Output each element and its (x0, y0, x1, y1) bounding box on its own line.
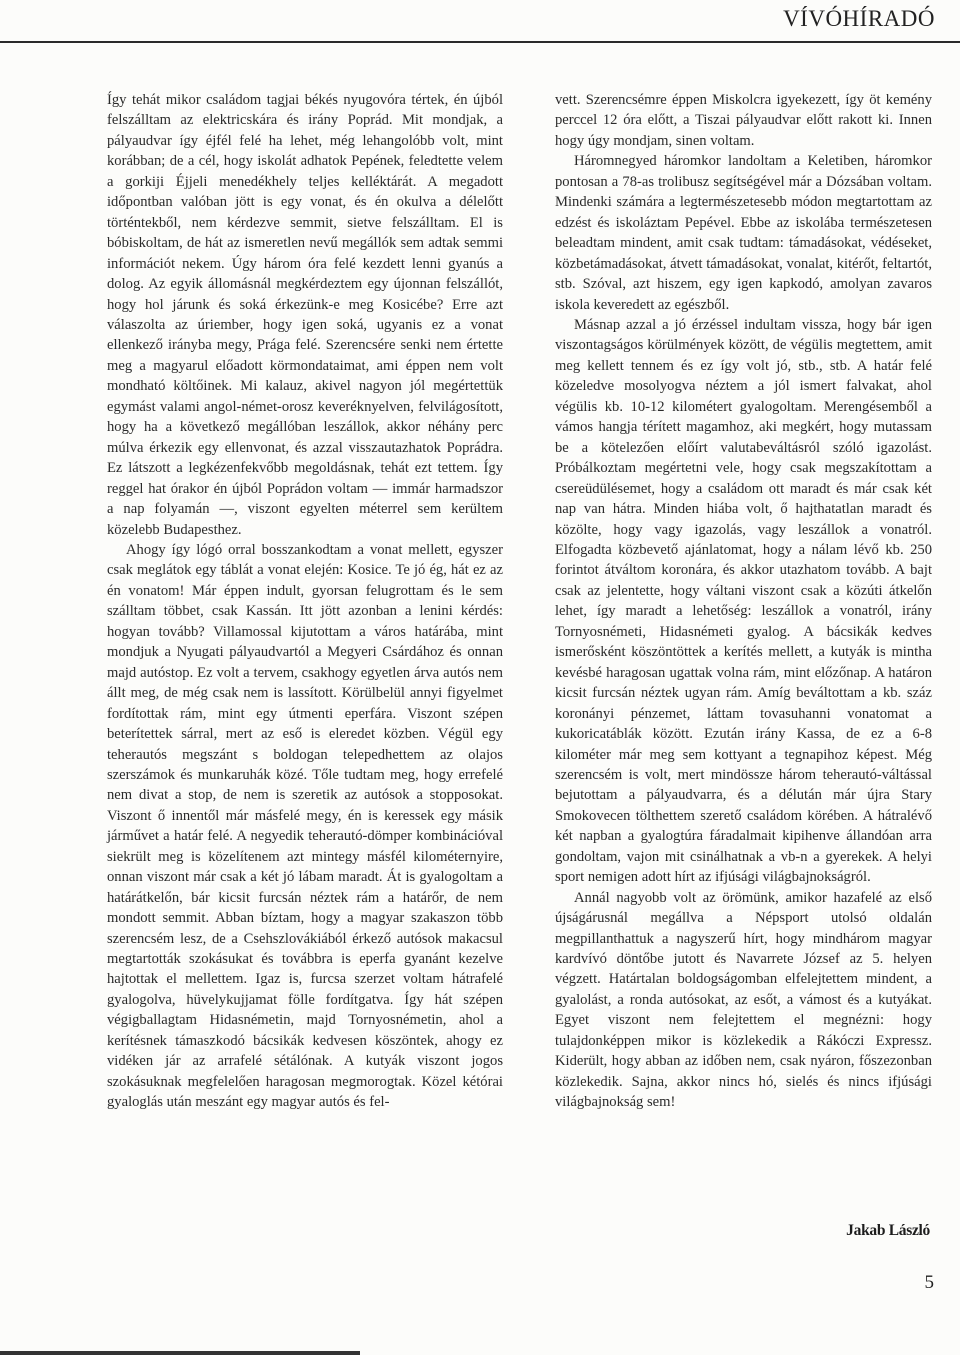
article-right-column (555, 90, 932, 1113)
page-number: 5 (924, 1272, 934, 1293)
article-paragraph: Háromnegyed háromkor landoltam a Keletiben, háromkor pontosan a 78-as trolibusz segítségével már a Dózsában voltam. Mindenki számára a legtermészetesebb módon megtartottam az edzést és iskoláztam Pepével. Ebbe az iskolába természetesen beleadtam mindent, amit csak tudtam: támadásokat, védéseket, közbetámadásokat, átvett támadásokat, vonalat, kitérőt, feltartót, stb. Szóval, azt hiszem, egy igen kapkodó, amolyan zavaros iskola keveredett az egészből. (555, 153, 932, 313)
page-header-title: VÍVÓHÍRADÓ (783, 6, 935, 31)
article-author: Jakab László (846, 1222, 930, 1239)
article-paragraph: Ahogy így lógó orral bosszankodtam a vonat mellett, egyszer csak meglátok egy táblát a vonat elején: Kosice. Te jó ég, hát ez az én vonatom! Már éppen indult, gyorsan felugrottam és le sem szálltam többet, csak Kassán. Itt jött azonban a lenini kérdés: hogyan tovább? Villamossal kijutottam a város határába, mint mondjuk a Nyugati pályaudvartól a Megyeri Csárdához és onnan majd autóstop. Ez volt a tervem, csakhogy egyetlen árva autós nem állt meg, de még csak nem is lassított. Körülbelül annyi figyelmet fordítottak rám, mint egy útmenti eperfára. Viszont szépen beterítettek sárral, mert az eső is eleredet közben. Végül egy teherautós megszánt s boldogan telepedhettem az olajos szerszámok és munkaruhák közé. Tőle tudtam meg, hogy errefelé nem divat a stop, de nem is szeretik az autósok a stopposokat. Viszont ő innentől már másfelé megy, én is keressek egy másik járművet a határ felé. A negyedik teherautó-dömper kombinációval siekrült meg is közelítenem azt mintegy másfél kilométernyire, onnan viszont már csak a két jó lábam maradt. Át is gyalogoltam a határátkelőn, bár kicsit furcsán néztek rám a határőr, de nem mondott semmit. Abban bíztam, hogy a magyar szakaszon több szerencsém lesz, de a Csehszlovákiából érkező autósok makacsul megtartották szokásukat és továbbra is eperfa gyanánt kezelve hajtottak el mellettem. Igaz is, furcsa szerzet voltam hátrafelé gyalogolva, hüvelykujjamat fölle fordítgatva. Így hát szépen végigballagtam Hidasnémetin, majd Tornyosnémetin, ahol a kerítésnek támaszkodó bácsikák kedvesen köszöntek, ahogy ez vidéken jár az arrafelé sétálónak. A kutyák viszont jogos szokásuknak megfelelően haragosan megmorogtak. Közel kétórai gyaloglás után meszánt egy magyar autós és fel- (107, 541, 503, 1111)
article-paragraph: vett. Szerencsémre éppen Miskolcra igyekezett, így öt kemény perccel 12 óra előtt, a Tiszai pályaudvar előtt rakott ki. Innen hogy úgy mondjam, sinen voltam. (555, 92, 932, 149)
article-paragraph: Másnap azzal a jó érzéssel indultam vissza, hogy bár igen viszontagságos körülmények között, de végülis megtettem, amit meg kellett tennem és ez így volt jó, stb., stb. A határ felé közeledve mosolyogva néztem a jól ismert falvakat, ahol végülis kb. 10-12 kilométert gyalogoltam. Merengésemből a vámos hangja térített magamhoz, aki megkért, hogy mutassam be a kötelezően előírt valutabeváltásról szóló igazolást. Próbálkoztam megértetni vele, hogy csak megszakítottam a csereüdülésemet, hogy a családom ott maradt és már csak két nap van hátra. Minden hiába volt, ő hajthatatlan maradt és közölte, hogy vagy igazolás, vagy leszállok a vonatról. Elfogadta közbevető ajánlatomat, hogy a nálam lévő kb. 250 forintot átváltom koronára, és akkor utazhatom tovább. A bajt csak az jelentette, hogy váltani viszont csak a közúti átkelőn lehet, így maradt a lehetőség: leszállok a vonatról, irány Tornyosnémeti, Hidasnémeti gyalog. A bácsikák kedves ismerősként köszöntöttek a kerítés mellett, a kutyák is mintha kevésbé haragosan ugattak volna rám, mint előzőnap. A határon kicsit furcsán néztek ugyan rám. Amíg beváltottam a kb. száz koronányi pénzemet, láttam tovasuhanni vonatomat a kukoricatáblák között. Ezután irány Kassa, de ez a 6-8 kilométer már meg sem kottyant a tegnapihoz képest. Még szerencsém is volt, mert mindössze három teherautó-váltással bejutottam a pályaudvarra, és a délután már újra Stary Smokovecen tölthettem szerető családom körében. A hátralévő két napban a gyalogtúra fáradalmait kipihenve állandóan arra gondoltam, vajon mit csinálhatnak a vb-n a gyerekek. A helyi sport nemigen adott hírt az ifjúsági világbajnokságról. (555, 316, 932, 886)
article-left-column (107, 90, 503, 1113)
article-paragraph: Így tehát mikor családom tagjai békés nyugovóra tértek, én újból felszálltam az elektricskára és irány Poprád. Mit mondjak, a pályaudvar így éjfél felé ha lehet, még lehangolóbb volt, mint korábban; de a cél, hogy iskolát adhatok Pepének, feledtette velem a gorkiji Éjjeli menedékhely teljes kelléktárát. A megadott időpontban valóban jött is egy vonat, és én okulva a délelőtt történtekből, nem kérdezve semmit, sietve felszálltam. El is bóbiskoltam, de hát az ismeretlen nevű megállók sem adtak semmi információt nekem. Úgy három óra felé kezdett lenni gyanús a dolog. Az egyik állomásnál megkérdeztem egy újonnan felszállót, hogy hol járunk és soká érkezünk-e meg Kosicébe? Erre azt válaszolta az úriember, hogy igen soká, ugyanis ez a vonat ellenkező irányba megy, Prága felé. Szerencsére senki nem értette meg a magyarul előadott körmondataimat, ami éppen nem volt mondható költőinek. Mi kalauz, akivel nagyon jól megértettük egymást valami angol-német-orosz keveréknyelven, felvilágosított, hogy ha a következő megállóban leszállok, akkor néhány perc múlva érkezik egy ellenvonat, és azzal visszautazhatok Poprádra. Ez látszott a legkézenfekvőbb megoldásnak, tehát ezt tettem. Így reggel hat órakor én újból Poprádon voltam — immár harmadszor a nap folyamán —, viszont egyelten méterrel sem kerültem közelebb Budapesthez. (107, 92, 503, 538)
header-divider (0, 41, 960, 43)
article-paragraph: Annál nagyobb volt az örömünk, amikor hazafelé az első újságárusnál megállva a Népsport utolsó oldalán megpillanthattuk a nagyszerű hírt, hogy mindhárom magyar kardvívó döntőbe jutott és Navarrete József az 5. helyen végzett. Határtalan boldogságomban elfelejtettem mindent, a gyalolást, a ronda autósokat, az esőt, a vámost és a kutyákat. Egyet viszont nem felejtettem el megnézni: hogy tulajdonképpen mikor is közlekedik a Rákóczi Expressz. Kiderült, hogy abban az időben nem, csak nyáron, főszezonban közlekedik. Sajna, akkor nincs hó, sielés és nincs ifjúsági világbajnokság sem! (555, 889, 932, 1111)
scan-edge-mark (0, 1351, 360, 1355)
